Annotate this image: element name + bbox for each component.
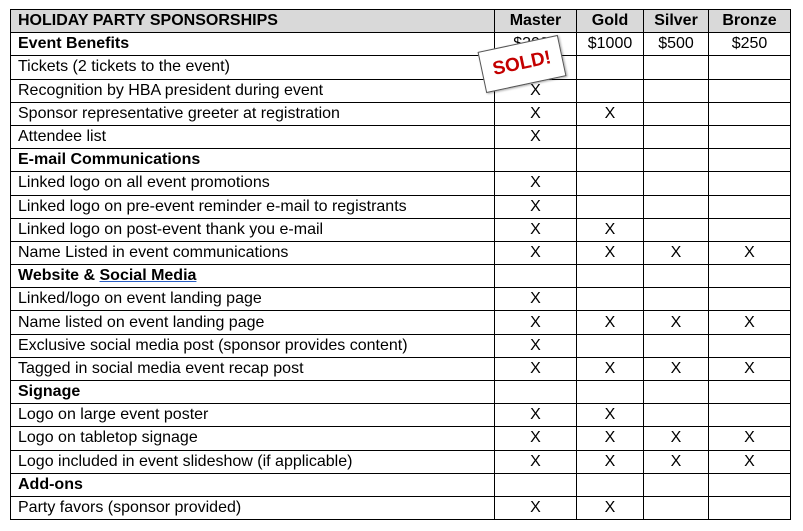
table-row xyxy=(11,311,791,334)
table-body xyxy=(11,33,791,520)
benefit-label: Logo on tabletop signage xyxy=(11,427,495,450)
mark-bronze xyxy=(709,56,791,79)
section-title-underlined-part: Social Media xyxy=(99,267,197,285)
mark-silver xyxy=(644,288,709,311)
mark-silver xyxy=(644,172,709,195)
mark-silver xyxy=(644,125,709,148)
mark-gold: X xyxy=(577,404,644,427)
table-row xyxy=(11,450,791,473)
benefit-label: Logo on large event poster xyxy=(11,404,495,427)
mark-bronze xyxy=(709,404,791,427)
mark-gold xyxy=(577,172,644,195)
mark-silver xyxy=(644,195,709,218)
price-bronze: $250 xyxy=(709,33,791,56)
mark-bronze xyxy=(709,496,791,519)
mark-gold: X xyxy=(577,241,644,264)
mark-master: X xyxy=(495,172,577,195)
mark-master: X xyxy=(495,496,577,519)
price-row xyxy=(11,33,791,56)
benefit-label: Tagged in social media event recap post xyxy=(11,357,495,380)
section-empty-cell xyxy=(577,149,644,172)
mark-master: X xyxy=(495,218,577,241)
mark-bronze xyxy=(709,334,791,357)
level-silver-header: Silver xyxy=(644,10,709,33)
mark-gold xyxy=(577,288,644,311)
mark-bronze: X xyxy=(709,427,791,450)
mark-gold: X xyxy=(577,496,644,519)
benefit-label: Linked logo on all event promotions xyxy=(11,172,495,195)
benefit-label: Recognition by HBA president during event xyxy=(11,79,495,102)
section-empty-cell xyxy=(495,381,577,404)
mark-gold: X xyxy=(577,450,644,473)
mark-master: X xyxy=(495,195,577,218)
table-row xyxy=(11,172,791,195)
mark-master: X xyxy=(495,125,577,148)
mark-bronze xyxy=(709,288,791,311)
table-row xyxy=(11,241,791,264)
mark-silver: X xyxy=(644,427,709,450)
mark-gold: X xyxy=(577,427,644,450)
mark-bronze xyxy=(709,125,791,148)
benefit-label: Linked logo on pre-event reminder e-mail to registrants xyxy=(11,195,495,218)
mark-bronze xyxy=(709,195,791,218)
mark-gold: X xyxy=(577,218,644,241)
section-header-row xyxy=(11,149,791,172)
section-title: Signage xyxy=(11,381,495,404)
mark-silver xyxy=(644,79,709,102)
section-empty-cell xyxy=(644,473,709,496)
table-row xyxy=(11,195,791,218)
benefit-label: Name listed on event landing page xyxy=(11,311,495,334)
table-row xyxy=(11,102,791,125)
mark-master: X xyxy=(495,404,577,427)
level-bronze-header: Bronze xyxy=(709,10,791,33)
mark-bronze: X xyxy=(709,450,791,473)
mark-master: X xyxy=(495,450,577,473)
section-empty-cell xyxy=(709,265,791,288)
mark-bronze: X xyxy=(709,311,791,334)
mark-master: X xyxy=(495,102,577,125)
mark-bronze xyxy=(709,172,791,195)
section-empty-cell xyxy=(577,473,644,496)
sponsorship-table xyxy=(10,9,791,520)
table-row xyxy=(11,496,791,519)
benefit-label: Linked logo on post-event thank you e-mail xyxy=(11,218,495,241)
table-row xyxy=(11,56,791,79)
mark-master: X xyxy=(495,427,577,450)
section-header-row xyxy=(11,381,791,404)
mark-gold xyxy=(577,56,644,79)
sold-stamp: SOLD! xyxy=(478,35,567,93)
sponsorship-sheet xyxy=(10,9,791,520)
section-empty-cell xyxy=(644,265,709,288)
mark-silver xyxy=(644,404,709,427)
mark-gold: X xyxy=(577,357,644,380)
mark-master: X xyxy=(495,334,577,357)
benefit-label: Logo included in event slideshow (if applicable) xyxy=(11,450,495,473)
section-empty-cell xyxy=(644,381,709,404)
mark-silver: X xyxy=(644,311,709,334)
mark-master: X xyxy=(495,79,577,102)
section-empty-cell xyxy=(495,149,577,172)
mark-silver xyxy=(644,102,709,125)
mark-master: X xyxy=(495,241,577,264)
price-row-label: Event Benefits xyxy=(11,33,495,56)
price-silver: $500 xyxy=(644,33,709,56)
mark-silver xyxy=(644,496,709,519)
section-empty-cell xyxy=(644,149,709,172)
section-title xyxy=(11,265,495,288)
section-header-row xyxy=(11,473,791,496)
mark-master: X xyxy=(495,288,577,311)
mark-bronze xyxy=(709,79,791,102)
benefit-label: Exclusive social media post (sponsor provides content) xyxy=(11,334,495,357)
mark-master: X xyxy=(495,357,577,380)
section-empty-cell xyxy=(709,381,791,404)
table-row xyxy=(11,79,791,102)
mark-gold xyxy=(577,334,644,357)
section-empty-cell xyxy=(495,265,577,288)
benefit-label: Tickets (2 tickets to the event) xyxy=(11,56,495,79)
mark-master: X xyxy=(495,311,577,334)
mark-gold xyxy=(577,125,644,148)
mark-silver xyxy=(644,334,709,357)
table-row xyxy=(11,427,791,450)
table-row xyxy=(11,125,791,148)
table-row xyxy=(11,357,791,380)
price-gold: $1000 xyxy=(577,33,644,56)
benefit-label: Sponsor representative greeter at registration xyxy=(11,102,495,125)
section-empty-cell xyxy=(495,473,577,496)
benefit-label: Linked/logo on event landing page xyxy=(11,288,495,311)
mark-silver xyxy=(644,56,709,79)
mark-silver: X xyxy=(644,450,709,473)
section-empty-cell xyxy=(709,149,791,172)
table-row xyxy=(11,404,791,427)
section-header-row xyxy=(11,265,791,288)
benefit-label: Name Listed in event communications xyxy=(11,241,495,264)
section-title-part: Website & xyxy=(18,267,100,285)
section-empty-cell xyxy=(709,473,791,496)
mark-silver xyxy=(644,218,709,241)
benefit-label: Party favors (sponsor provided) xyxy=(11,496,495,519)
mark-bronze xyxy=(709,102,791,125)
section-empty-cell xyxy=(577,265,644,288)
section-title: E-mail Communications xyxy=(11,149,495,172)
mark-gold xyxy=(577,195,644,218)
table-row xyxy=(11,218,791,241)
level-master-header: Master xyxy=(495,10,577,33)
mark-bronze: X xyxy=(709,357,791,380)
mark-gold: X xyxy=(577,102,644,125)
benefit-label: Attendee list xyxy=(11,125,495,148)
section-title: Add-ons xyxy=(11,473,495,496)
mark-silver: X xyxy=(644,357,709,380)
mark-bronze: X xyxy=(709,241,791,264)
mark-gold xyxy=(577,79,644,102)
section-empty-cell xyxy=(577,381,644,404)
mark-silver: X xyxy=(644,241,709,264)
mark-bronze xyxy=(709,218,791,241)
table-row xyxy=(11,288,791,311)
header-row xyxy=(11,10,791,33)
mark-gold: X xyxy=(577,311,644,334)
level-gold-header: Gold xyxy=(577,10,644,33)
table-title: HOLIDAY PARTY SPONSORSHIPS xyxy=(11,10,495,33)
table-row xyxy=(11,334,791,357)
